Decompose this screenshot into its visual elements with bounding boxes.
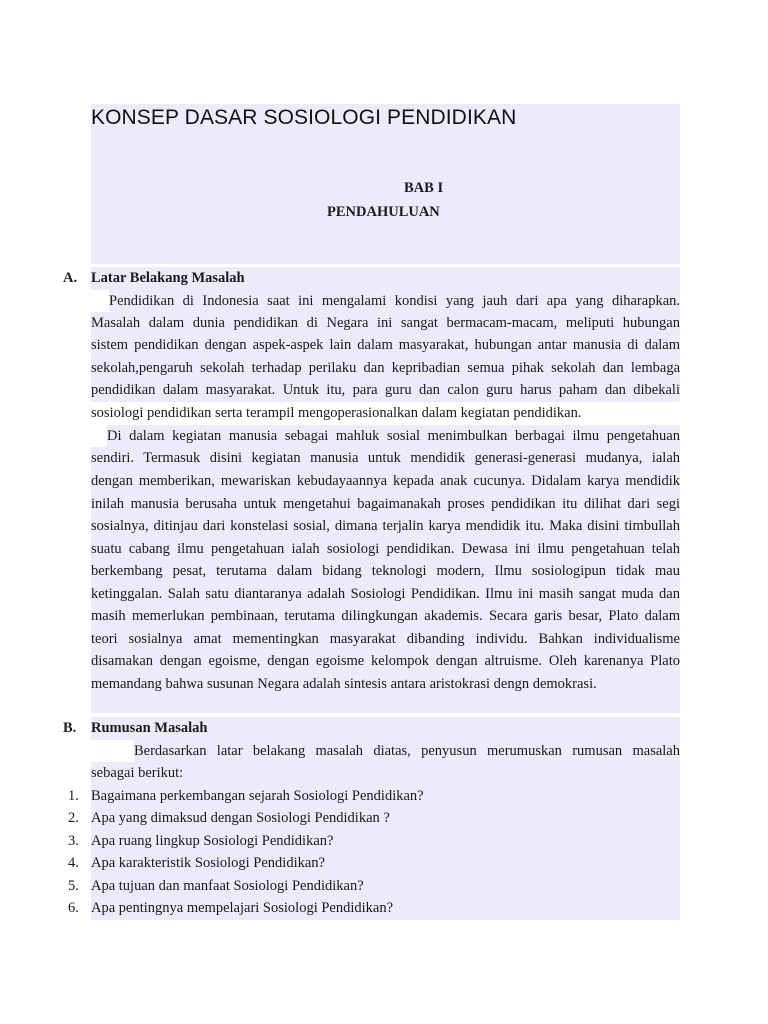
paragraph-line: Masalah dalam dunia pendidikan di Negara ini sangat bermacam-macam, meliputi hubungan <box>91 312 680 335</box>
list-item: Apa pentingnya mempelajari Sosiologi Pendidikan? <box>91 897 680 920</box>
paragraph-line: Pendidikan di Indonesia saat ini mengalami kondisi yang jauh dari apa yang diharapkan. <box>109 290 680 313</box>
section-b-heading: Rumusan Masalah <box>91 717 680 740</box>
chapter-number: BAB I <box>404 180 444 196</box>
list-number: 3. <box>68 833 79 849</box>
paragraph-line: ketinggalan. Salah satu diantaranya adalah Sosiologi Pendidikan. Ilmu ini masih sangat muda dan <box>91 583 680 606</box>
paragraph-line: berkembang pesat, terutama dalam bidang teknologi modern, Ilmu sosiologipun tidak mau <box>91 560 680 583</box>
list-number: 5. <box>68 878 79 894</box>
paragraph-line: sendiri. Termasuk disini kegiatan manusia untuk mendidik generasi-generasi mudanya, ialah <box>91 447 680 470</box>
paragraph-line: sistem pendidikan dengan aspek-aspek lain dalam masyarakat, hubungan antar manusia di dalam <box>91 334 680 357</box>
list-item: Apa yang dimaksud dengan Sosiologi Pendidikan ? <box>91 807 680 830</box>
list-item: Bagaimana perkembangan sejarah Sosiologi Pendidikan? <box>91 785 680 808</box>
title-block <box>91 104 680 264</box>
paragraph-line: sosiologi pendidikan serta terampil mengoperasionalkan dalam kegiatan pendidikan. <box>91 405 582 421</box>
paragraph-line: disamakan dengan egoisme, dengan egoisme kelompok dengan altruisme. Oleh karenanya Plato <box>91 650 680 673</box>
paragraph-line: dengan memberikan, mewariskan kebudayaannya kepada anak cucunya. Didalam karya mendidik <box>91 470 680 493</box>
paragraph-line: suatu cabang ilmu pengetahuan ialah sosiologi pendidikan. Dewasa ini ilmu pengetahuan telah <box>91 538 680 561</box>
list-item: Apa ruang lingkup Sosiologi Pendidikan? <box>91 830 680 853</box>
chapter-title: PENDAHULUAN <box>327 204 440 220</box>
paragraph-line: inilah manusia berusaha untuk mengetahui bagaimanakah proses pendidikan itu dilihat dari segi <box>91 493 680 516</box>
paragraph-line: masih memerlukan pembinaan, terutama dilingkungan akademis. Secara garis besar, Plato dalam <box>91 605 680 628</box>
section-a-heading: Latar Belakang Masalah <box>91 267 680 290</box>
paragraph-line: memandang bahwa susunan Negara adalah sintesis antara aristokrasi dengn demokrasi. <box>91 673 680 713</box>
paragraph-line: Di dalam kegiatan manusia sebagai mahluk sosial menimbulkan berbagai ilmu pengetahuan <box>107 425 680 448</box>
paragraph-line: pendidikan dalam masyarakat. Untuk itu, para guru dan calon guru harus paham dan dibekali <box>91 379 680 402</box>
intro-line: sebagai berikut: <box>91 762 680 785</box>
list-item: Apa tujuan dan manfaat Sosiologi Pendidikan? <box>91 875 680 898</box>
list-number: 1. <box>68 788 79 804</box>
document-title: KONSEP DASAR SOSIOLOGI PENDIDIKAN <box>91 106 517 129</box>
list-number: 2. <box>68 810 79 826</box>
section-b-letter: B. <box>63 720 77 736</box>
paragraph-line: teori sosialnya amat mementingkan masyarakat dibanding individu. Bahkan individualisme <box>91 628 680 651</box>
list-number: 6. <box>68 900 79 916</box>
intro-line: Berdasarkan latar belakang masalah diatas, penyusun merumuskan rumusan masalah <box>134 740 680 763</box>
paragraph-line: sosialnya, ditinjau dari konstelasi sosial, dimana terjalin karya mendidik itu. Maka disini timbullah <box>91 515 680 538</box>
list-item: Apa karakteristik Sosiologi Pendidikan? <box>91 852 680 875</box>
section-a-letter: A. <box>63 270 78 286</box>
paragraph-line: sekolah,pengaruh sekolah terhadap perilaku dan kepribadian semua pihak sekolah dan lembaga <box>91 357 680 380</box>
list-number: 4. <box>68 855 79 871</box>
